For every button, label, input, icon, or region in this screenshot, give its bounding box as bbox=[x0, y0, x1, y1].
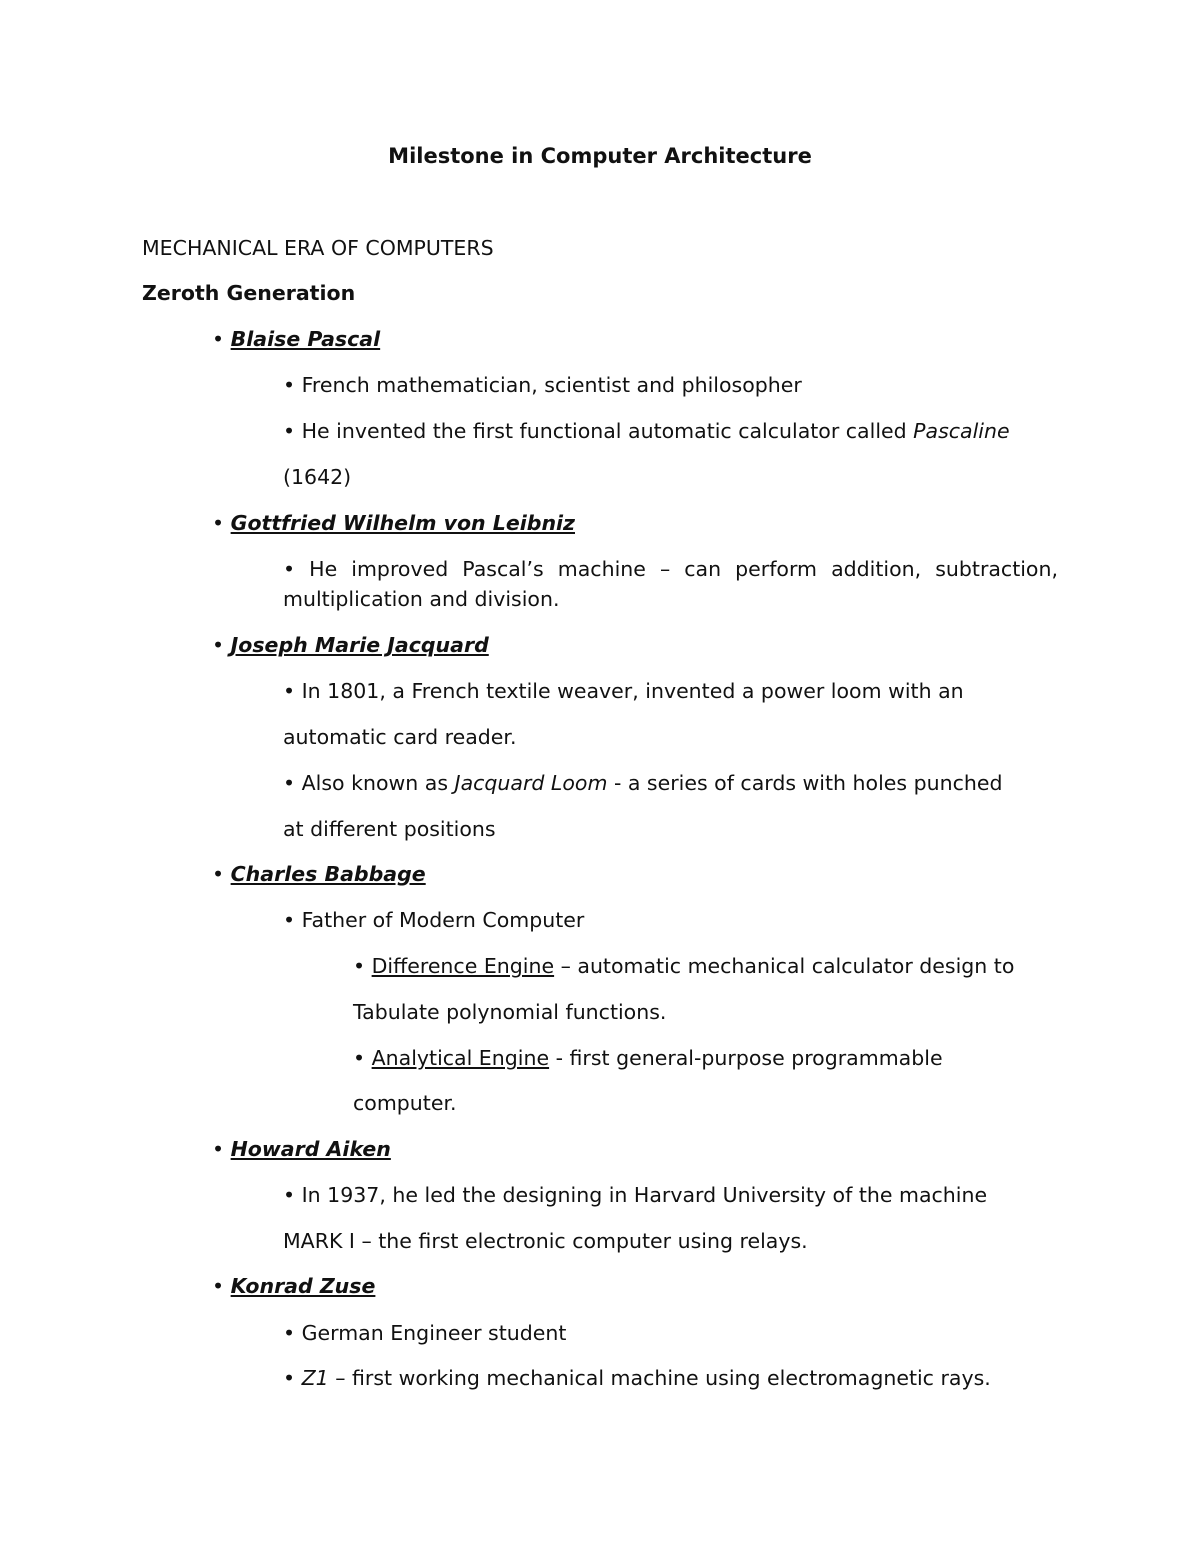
pascal-detail-1: French mathematician, scientist and philosopher bbox=[301, 373, 802, 397]
list-item bbox=[283, 908, 584, 932]
analytical-engine-detail: - first general-purpose programmable bbox=[549, 1046, 943, 1070]
bullet: • bbox=[283, 1366, 296, 1390]
jacquard-detail-2: Also known as bbox=[301, 771, 455, 795]
person-name-zuse: Konrad Zuse bbox=[230, 1274, 376, 1298]
zuse-detail-2: – first working mechanical machine using electromagnetic rays. bbox=[328, 1366, 991, 1390]
list-item bbox=[283, 373, 802, 397]
bullet: • bbox=[283, 908, 296, 932]
list-item bbox=[283, 557, 1058, 581]
section-heading: MECHANICAL ERA OF COMPUTERS bbox=[142, 236, 494, 260]
person-name-leibniz: Gottfried Wilhelm von Leibniz bbox=[230, 511, 575, 535]
list-item bbox=[353, 1046, 943, 1070]
bullet: • bbox=[283, 1321, 296, 1345]
leibniz-detail-1-cont: multiplication and division. bbox=[283, 587, 560, 611]
difference-engine-detail: – automatic mechanical calculator design to bbox=[554, 954, 1015, 978]
bullet: • bbox=[212, 1274, 225, 1298]
bullet: • bbox=[212, 862, 225, 886]
aiken-detail-1: In 1937, he led the designing in Harvard University of the machine bbox=[301, 1183, 988, 1207]
bullet: • bbox=[212, 327, 225, 351]
analytical-engine-detail-cont: computer. bbox=[353, 1091, 457, 1115]
leibniz-detail-1: He improved Pascal’s machine – can perform addition, subtraction, bbox=[309, 557, 1058, 581]
bullet: • bbox=[212, 511, 225, 535]
person-name-aiken: Howard Aiken bbox=[230, 1137, 391, 1161]
aiken-detail-1-cont: MARK I – the first electronic computer using relays. bbox=[283, 1229, 808, 1253]
list-item bbox=[283, 771, 1002, 795]
bullet: • bbox=[283, 679, 296, 703]
jacquard-detail-1: In 1801, a French textile weaver, invented a power loom with an bbox=[301, 679, 964, 703]
person-name-jacquard: Joseph Marie Jacquard bbox=[230, 633, 489, 657]
pascal-detail-2-cont: (1642) bbox=[283, 465, 352, 489]
pascal-detail-2: He invented the first functional automatic calculator called bbox=[301, 419, 914, 443]
z1-term: Z1 bbox=[301, 1366, 329, 1390]
list-item bbox=[283, 419, 1010, 443]
list-item bbox=[353, 954, 1014, 978]
pascaline-term: Pascaline bbox=[913, 419, 1010, 443]
bullet: • bbox=[353, 1046, 366, 1070]
bullet: • bbox=[283, 557, 296, 581]
person-name-babbage: Charles Babbage bbox=[230, 862, 426, 886]
person-name-pascal: Blaise Pascal bbox=[230, 327, 381, 351]
zuse-detail-1: German Engineer student bbox=[301, 1321, 567, 1345]
analytical-engine-term: Analytical Engine bbox=[371, 1046, 550, 1070]
list-item-pascal bbox=[212, 327, 380, 351]
jacquard-loom-term: Jacquard Loom bbox=[454, 771, 608, 795]
difference-engine-detail-cont: Tabulate polynomial functions. bbox=[353, 1000, 667, 1024]
babbage-detail-1: Father of Modern Computer bbox=[301, 908, 585, 932]
bullet: • bbox=[283, 419, 296, 443]
list-item bbox=[283, 1366, 991, 1390]
jacquard-detail-1-cont: automatic card reader. bbox=[283, 725, 517, 749]
jacquard-detail-2-cont: at different positions bbox=[283, 817, 496, 841]
page-title: Milestone in Computer Architecture bbox=[388, 144, 812, 168]
list-item bbox=[283, 1321, 566, 1345]
bullet: • bbox=[212, 633, 225, 657]
list-item-babbage bbox=[212, 862, 426, 886]
list-item-leibniz bbox=[212, 511, 575, 535]
bullet: • bbox=[283, 1183, 296, 1207]
bullet: • bbox=[212, 1137, 225, 1161]
list-item bbox=[283, 679, 964, 703]
difference-engine-term: Difference Engine bbox=[371, 954, 555, 978]
bullet: • bbox=[283, 373, 296, 397]
bullet: • bbox=[283, 771, 296, 795]
jacquard-detail-2b: - a series of cards with holes punched bbox=[607, 771, 1003, 795]
list-item-jacquard bbox=[212, 633, 489, 657]
bullet: • bbox=[353, 954, 366, 978]
generation-heading: Zeroth Generation bbox=[142, 281, 356, 305]
list-item-zuse bbox=[212, 1274, 375, 1298]
list-item bbox=[283, 1183, 987, 1207]
list-item-aiken bbox=[212, 1137, 391, 1161]
